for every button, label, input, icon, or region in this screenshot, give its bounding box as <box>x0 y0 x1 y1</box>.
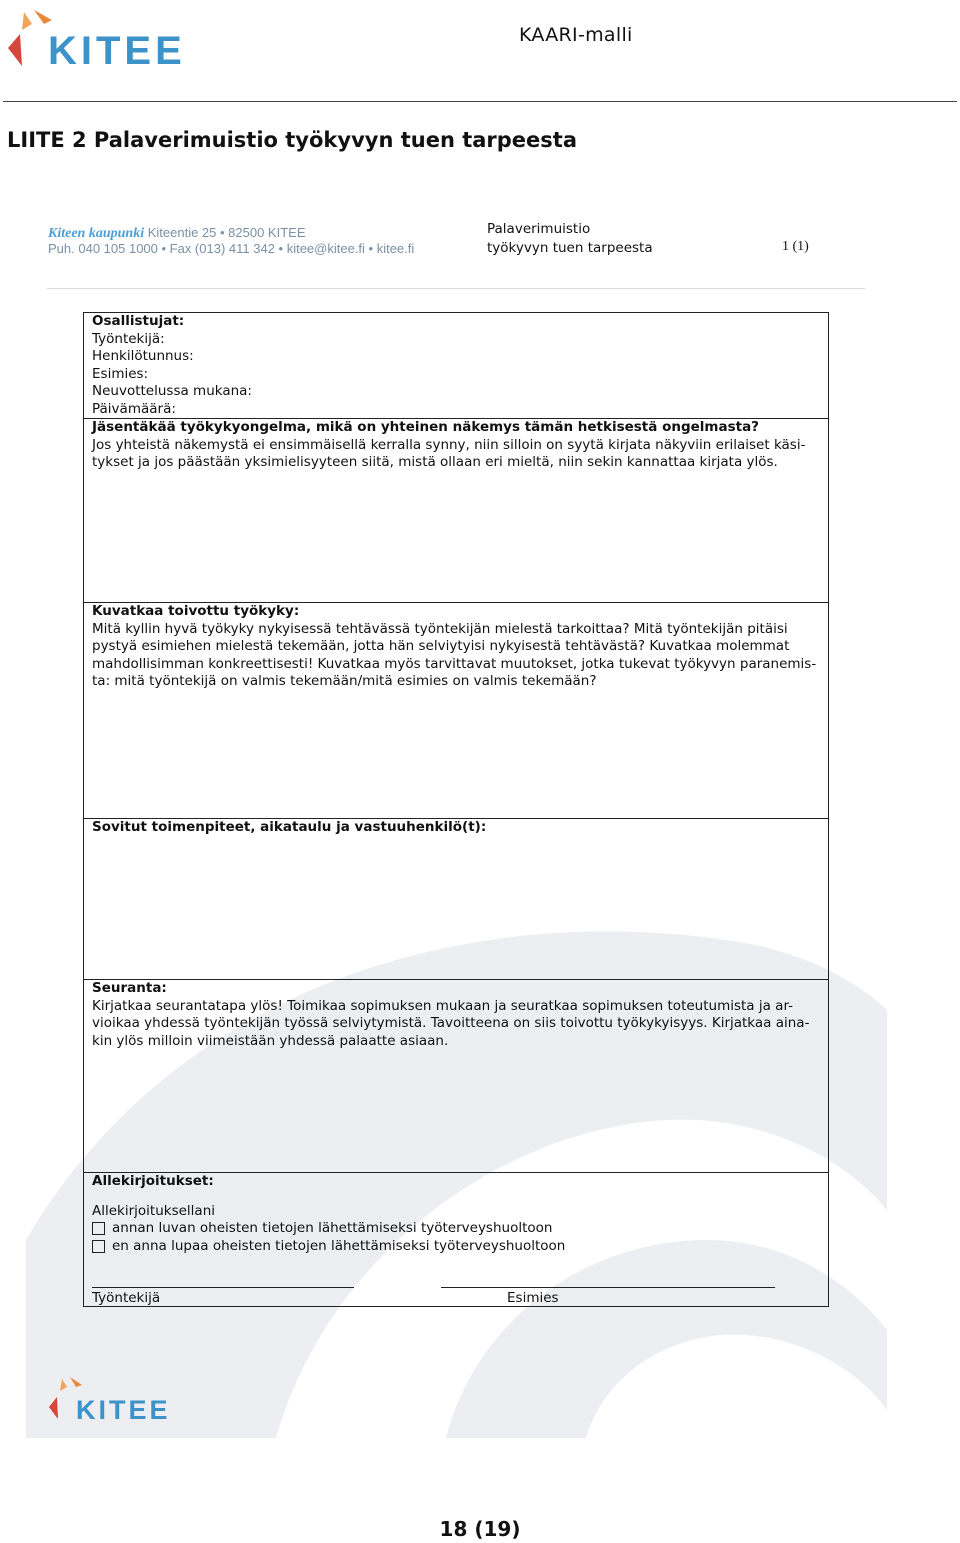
letterhead-contact: Puh. 040 105 1000 • Fax (013) 411 342 • kitee@kitee.fi • kitee.fi <box>48 241 415 256</box>
letterhead-page: 1 (1) <box>782 239 809 254</box>
supervisor-signature-label: Esimies <box>507 1290 559 1306</box>
consent-no-checkbox[interactable] <box>92 1240 105 1253</box>
logo-text: KITEE <box>48 29 186 72</box>
field-date[interactable]: Päivämäärä: <box>92 400 176 417</box>
header-divider <box>3 101 957 102</box>
field-supervisor[interactable]: Esimies: <box>92 365 149 382</box>
employee-signature-line[interactable] <box>92 1287 354 1288</box>
employee-signature-label: Työntekijä <box>92 1290 161 1306</box>
letterhead-divider <box>47 288 865 289</box>
problem-text-2: tykset ja jos päästään yksimielisyyteen siitä, mistä ollaan eri mieltä, niin sekin kannattaa kirjata ylös. <box>92 454 778 471</box>
followup-section[interactable] <box>84 979 828 1172</box>
goal-text-3: mahdollisimman konkreettisesti! Kuvatkaa myös tarvittavat muutokset, jotka tukevat työkyvyn paranemis- <box>92 655 817 672</box>
participants-section <box>84 313 828 419</box>
field-employee[interactable]: Työntekijä: <box>92 330 165 347</box>
kitee-logo <box>6 4 206 72</box>
problem-section[interactable] <box>84 418 828 602</box>
goal-text-1: Mitä kyllin hyvä työkyky nykyisessä tehtävässä työntekijän mielestä tarkoittaa? Mitä työntekijän pitäisi <box>92 620 788 637</box>
actions-heading: Sovitut toimenpiteet, aikataulu ja vastuuhenkilö(t): <box>92 819 487 835</box>
page-number-total: (19) <box>474 1517 521 1541</box>
signatures-intro: Allekirjoituksellani <box>92 1202 216 1219</box>
goal-text-2: pystyä esimiehen mielestä tekemään, jotta hän selviytyisi nykyisestä tehtävästä? Kuvatkaa molemmat <box>92 638 790 655</box>
meeting-memo-form <box>83 312 829 1307</box>
letterhead-city: Kiteen kaupunki <box>48 226 145 241</box>
goal-section[interactable] <box>84 602 828 818</box>
followup-heading: Seuranta: <box>92 980 167 996</box>
supervisor-signature-line[interactable] <box>441 1287 775 1288</box>
consent-option-yes[interactable] <box>92 1220 820 1238</box>
followup-text-1: Kirjatkaa seurantatapa ylös! Toimikaa sopimuksen mukaan ja seuratkaa sopimuksen toteutumista ja ar- <box>92 997 794 1014</box>
consent-yes-checkbox[interactable] <box>92 1222 105 1235</box>
document-model: KAARI-malli <box>519 24 633 46</box>
problem-heading: Jäsentäkää työkykyongelma, mikä on yhteinen näkemys tämän hetkisestä ongelmasta? <box>92 419 760 435</box>
participants-heading: Osallistujat: <box>92 313 185 329</box>
letterhead-doc-title <box>487 220 653 258</box>
consent-yes-label: annan luvan oheisten tietojen lähettämiseksi työterveyshuoltoon <box>112 1220 553 1237</box>
problem-text-1: Jos yhteistä näkemystä ei ensimmäisellä kerralla synny, niin silloin on syytä kirjata näkyviin erilaiset käsi- <box>92 436 806 453</box>
field-ssn[interactable]: Henkilötunnus: <box>92 348 194 365</box>
page-number-current: 18 <box>439 1517 468 1541</box>
followup-text-3: kin ylös milloin viimeistään yhdessä palaatte asiaan. <box>92 1032 449 1049</box>
followup-text-2: vioikaa yhdessä työntekijän työssä selviytymistä. Tavoitteena on siis toivottu työkykyisyys. Kirjatkaa aina- <box>92 1015 810 1032</box>
letterhead-address <box>48 225 414 256</box>
goal-heading: Kuvatkaa toivottu työkyky: <box>92 603 300 619</box>
letterhead-doc-title-2: työkyvyn tuen tarpeesta <box>487 240 653 256</box>
goal-text-4: ta: mitä työntekijä on valmis tekemään/mitä esimies on valmis tekemään? <box>92 673 597 690</box>
letterhead-doc-title-1: Palaverimuistio <box>487 221 591 237</box>
page-title: LIITE 2 Palaverimuistio työkyvyn tuen tarpeesta <box>7 128 578 152</box>
signatures-section <box>84 1172 828 1305</box>
kitee-logo-bottom <box>48 1375 188 1425</box>
consent-no-label: en anna lupaa oheisten tietojen lähettämiseksi työterveyshuoltoon <box>112 1237 566 1254</box>
page-number <box>0 1517 960 1541</box>
actions-section[interactable] <box>84 818 828 979</box>
signatures-heading: Allekirjoitukset: <box>92 1173 214 1189</box>
logo-bottom-text: KITEE <box>76 1395 171 1425</box>
letterhead-street: Kiteentie 25 • 82500 KITEE <box>147 225 306 240</box>
consent-option-no[interactable] <box>92 1238 820 1256</box>
field-attendees[interactable]: Neuvottelussa mukana: <box>92 383 252 400</box>
